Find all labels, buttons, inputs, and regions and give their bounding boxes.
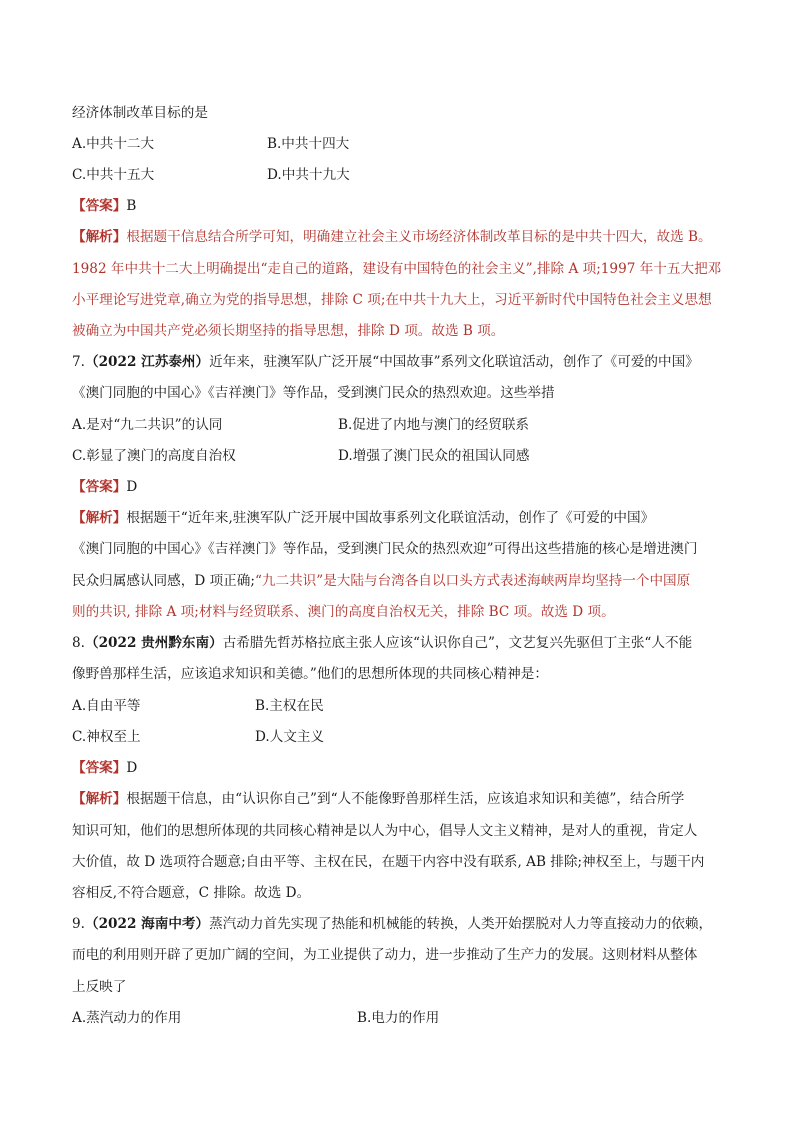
q8-analysis-line-2: 知识可知，他们的思想所体现的共同核心精神是以人为中心，倡导人文主义精神，是对人的重视，肯定人: [72, 823, 698, 839]
q9-stem-line-2: 而电的利用则开辟了更加广阔的空间，为工业提供了动力，进一步推动了生产力的发展。这则材料从整体: [72, 947, 698, 963]
q7-analysis-line-1: [72, 509, 654, 527]
q7-answer: [72, 478, 137, 496]
q8-option-d: D.人文主义: [255, 729, 325, 745]
question-number: 9.: [72, 916, 85, 932]
q7-analysis-line-4: 则的共识, 排除 A 项;材料与经贸联系、澳门的高度自治权无关，排除 BC 项。故选 D 项。: [72, 604, 615, 620]
answer-value: B: [126, 198, 137, 214]
question-number: 7.: [72, 354, 85, 370]
analysis-text: 根据题干信息结合所学可知，明确建立社会主义市场经济体制改革目标的是中共十四大，故选 B。: [126, 229, 712, 245]
q8-analysis-line-1: [72, 790, 684, 808]
q7-stem-line-2: 《澳门同胞的中国心》《吉祥澳门》等作品，受到澳门民众的热烈欢迎。这些举措: [72, 385, 555, 401]
q6-analysis-line-1: [72, 228, 712, 246]
q8-option-c: C.神权至上: [72, 729, 141, 745]
question-text: 古希腊先哲苏格拉底主张人应该“认识你自己”，文艺复兴先驱但丁主张“人不能: [222, 635, 693, 651]
question-text: 近年来，驻澳军队广泛开展“中国故事”系列文化联谊活动，创作了《可爱的中国》: [209, 354, 699, 370]
analysis-label: 【解析】: [72, 510, 127, 526]
question-source: （2022 江苏泰州）: [84, 354, 210, 370]
question-source: （2022 贵州黔东南）: [84, 635, 223, 651]
analysis-text: 根据题干信息，由“认识你自己”到“人不能像野兽那样生活，应该追求知识和美德”，结合所学: [126, 791, 685, 807]
analysis-text: 根据题干“近年来,驻澳军队广泛开展中国故事系列文化联谊活动，创作了《可爱的中国》: [126, 510, 655, 526]
question-text: 蒸汽动力首先实现了热能和机械能的转换，人类开始摆脱对人力等直接动力的依赖，: [209, 916, 713, 932]
q8-option-a: A.自由平等: [72, 698, 141, 714]
answer-label: 【答案】: [72, 479, 127, 495]
q6-analysis-line-3: 小平理论写进党章,确立为党的指导思想，排除 C 项;在中共十九大上，习近平新时代中国特色社会主义思想: [72, 292, 712, 308]
analysis-text: 1982 年中共十二大上明确提出: [72, 261, 261, 277]
analysis-text: 民众归属感认同感，D 项正确;: [72, 573, 255, 589]
question-source: （2022 海南中考）: [84, 916, 210, 932]
q7-option-d: D.增强了澳门民众的祖国认同感: [338, 448, 530, 464]
q7-analysis-line-2: 《澳门同胞的中国心》《吉祥澳门》等作品，受到澳门民众的热烈欢迎”可得出这些措施的核心是增进澳门: [72, 541, 698, 557]
q7-option-a: A.是对“九二共识”的认同: [72, 417, 223, 433]
answer-label: 【答案】: [72, 760, 127, 776]
q6-option-a: A.中共十二大: [72, 136, 155, 152]
answer-label: 【答案】: [72, 198, 127, 214]
q9-option-b: B.电力的作用: [357, 1010, 440, 1026]
analysis-label: 【解析】: [72, 791, 127, 807]
answer-value: D: [126, 760, 138, 776]
q9-stem-line-1: [72, 915, 712, 933]
q8-option-b: B.主权在民: [255, 698, 324, 714]
q8-answer: [72, 759, 137, 777]
q8-analysis-line-4: 容相反,不符合题意，C 排除。故选 D。: [72, 885, 311, 901]
q9-stem-line-3: 上反映了: [72, 979, 127, 995]
q6-stem-tail: 经济体制改革目标的是: [72, 105, 208, 121]
q6-answer: [72, 197, 136, 215]
q7-option-b: B.促进了内地与澳门的经贸联系: [338, 417, 530, 433]
q9-option-a: A.蒸汽动力的作用: [72, 1010, 182, 1026]
question-number: 8.: [72, 635, 85, 651]
q7-analysis-line-3: [72, 572, 690, 590]
q7-stem-line-1: [72, 353, 699, 371]
q8-analysis-line-3: 大价值，故 D 选项符合题意;自由平等、主权在民，在题干内容中没有联系, AB 排除;神权至上，与题干内: [72, 854, 705, 870]
analysis-label: 【解析】: [72, 229, 127, 245]
analysis-quote: “走自己的道路，建设有中国特色的社会主义”: [260, 261, 533, 277]
q7-option-c: C.彰显了澳门的高度自治权: [72, 448, 236, 464]
analysis-text: ,排除 A 项;1997 年十五大把邓: [532, 261, 722, 277]
q6-analysis-line-4: 被确立为中国共产党必须长期坚持的指导思想，排除 D 项。故选 B 项。: [72, 323, 505, 339]
q6-option-d: D.中共十九大: [267, 167, 350, 183]
q6-option-c: C.中共十五大: [72, 167, 155, 183]
answer-value: D: [126, 479, 138, 495]
analysis-text-highlight: “九二共识”是大陆与台湾各自以口头方式表述海峡两岸均坚持一个中国原: [254, 573, 691, 589]
q8-stem-line-1: [72, 634, 692, 652]
q6-analysis-line-2: [72, 260, 721, 278]
q8-stem-line-2: 像野兽那样生活，应该追求知识和美德。”他们的思想所体现的共同核心精神是：: [72, 666, 548, 682]
q6-option-b: B.中共十四大: [267, 136, 350, 152]
